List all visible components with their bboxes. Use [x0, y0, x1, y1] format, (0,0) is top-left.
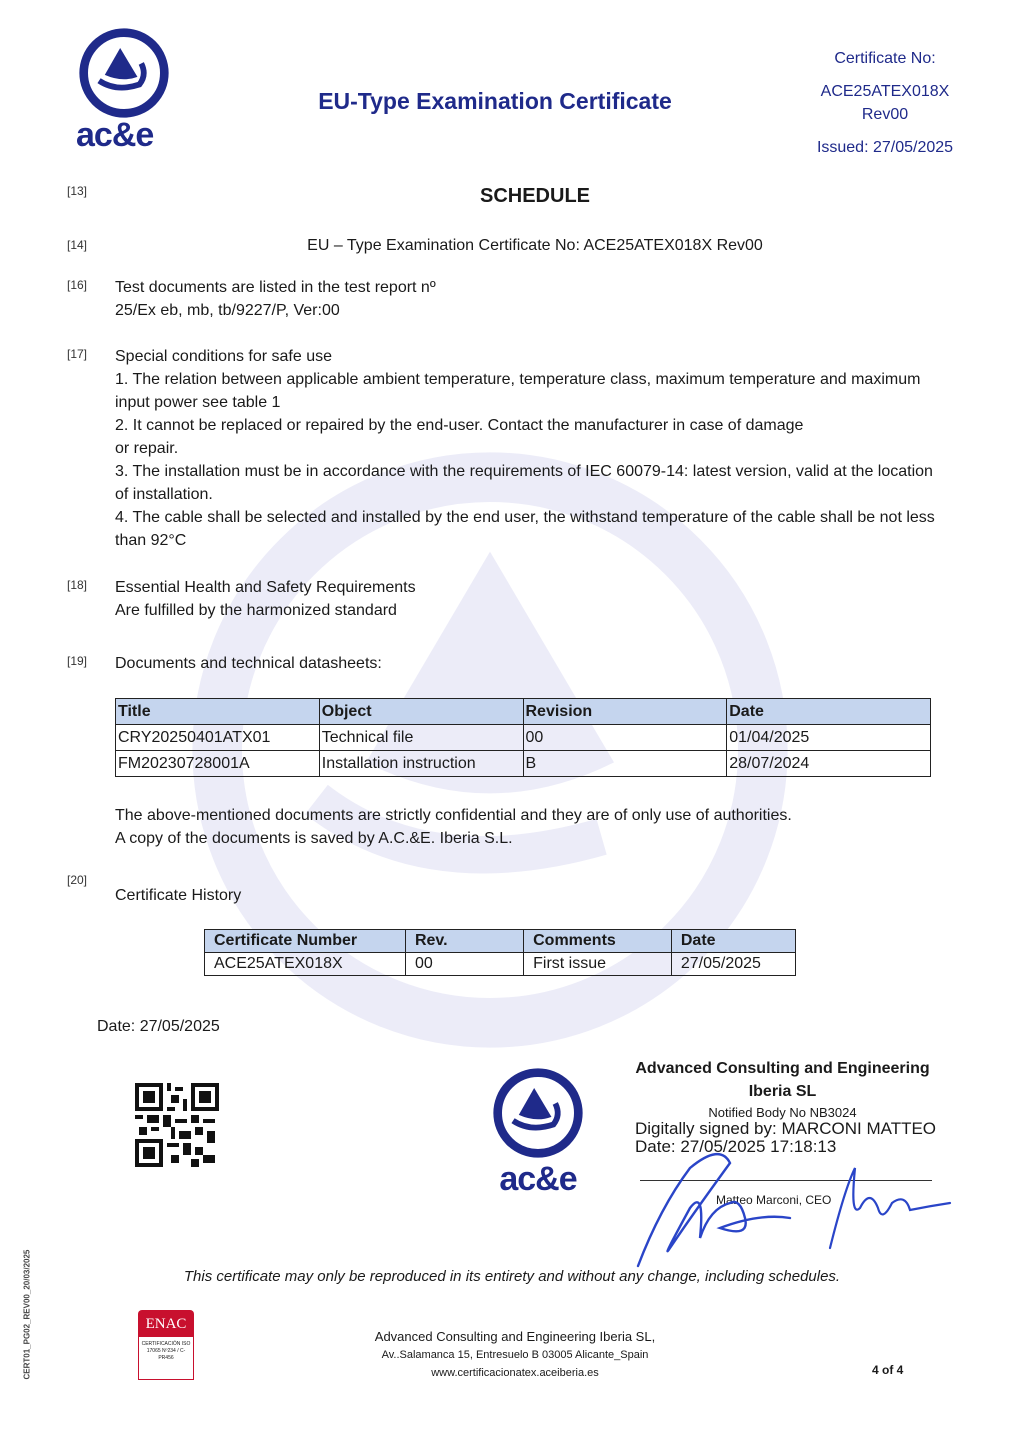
condition-2: 2. It cannot be replaced or repaired by the end-user. Contact the manufacturer in case of damage — [115, 417, 804, 434]
qr-code-icon — [135, 1083, 219, 1167]
special-conditions-title: Special conditions for safe use — [115, 348, 333, 365]
section-number-17: [17] — [67, 347, 88, 361]
table-header-cell: Comments — [524, 930, 672, 953]
confidentiality-line-2: A copy of the documents is saved by A.C.&E. Iberia S.L. — [115, 830, 513, 847]
history-table — [204, 929, 796, 976]
condition-3: 3. The installation must be in accordance with the requirements of IEC 60079-14: latest version, valid at the location of installation. — [115, 463, 933, 503]
confidentiality-line-1: The above-mentioned documents are strictly confidential and they are of only use of authorities. — [115, 807, 792, 824]
company-name-line-1: Advanced Consulting and Engineering — [635, 1060, 930, 1077]
certificate-reference: EU – Type Examination Certificate No: ACE25ATEX018X Rev00 — [307, 237, 763, 254]
company-name-line-2: Iberia SL — [748, 1083, 817, 1100]
table-header-cell: Rev. — [405, 930, 523, 953]
company-name — [620, 1057, 945, 1103]
table-cell: 28/07/2024 — [727, 751, 931, 777]
documents-table — [115, 698, 931, 777]
logo-emblem-icon — [486, 1065, 590, 1161]
table-cell: 27/05/2025 — [671, 953, 795, 976]
table-header-row — [205, 930, 796, 953]
table-header-cell: Certificate Number — [205, 930, 406, 953]
section-number-20: [20] — [67, 873, 88, 887]
table-cell: 01/04/2025 — [727, 725, 931, 751]
table-header-cell: Date — [727, 699, 931, 725]
digitally-signed-by: Digitally signed by: MARCONI MATTEO — [635, 1119, 937, 1138]
document-code: CERT01_PG02_REV00_20/03/2025 — [22, 1249, 32, 1380]
signer-title: Matteo Marconi, CEO — [716, 1193, 832, 1207]
table-row — [116, 725, 931, 751]
footer-company: Advanced Consulting and Engineering Iberia SL, — [374, 1329, 656, 1344]
condition-4: 4. The cable shall be selected and installed by the end user, the withstand temperature of the cable shall be not less than 92°C — [115, 509, 935, 549]
table-row — [116, 751, 931, 777]
section-number-14: [14] — [67, 238, 88, 252]
enac-accreditation-badge — [138, 1310, 194, 1386]
table-cell: CRY20250401ATX01 — [116, 725, 320, 751]
table-header-cell: Date — [671, 930, 795, 953]
confidentiality-note — [115, 804, 955, 850]
section-number-16: [16] — [67, 278, 88, 292]
ehsr-line-1: Essential Health and Safety Requirements — [115, 579, 416, 596]
logo-text: ac&e — [499, 1160, 577, 1198]
signature-date: Date: 27/05/2025 — [97, 1018, 220, 1035]
certificate-no: ACE25ATEX018X — [820, 83, 950, 100]
table-header-cell: Object — [319, 699, 523, 725]
special-conditions — [115, 345, 945, 552]
documents-title: Documents and technical datasheets: — [115, 655, 382, 672]
test-report-number: 25/Ex eb, mb, tb/9227/P, Ver:00 — [115, 302, 340, 319]
condition-2-cont: or repair. — [115, 440, 179, 457]
schedule-heading: SCHEDULE — [479, 185, 590, 207]
company-logo-stamp — [486, 1065, 590, 1199]
table-cell: FM20230728001A — [116, 751, 320, 777]
document-title: EU-Type Examination Certificate — [318, 88, 672, 114]
footer-address — [330, 1328, 700, 1382]
table-cell: First issue — [524, 953, 672, 976]
footer-street: Av..Salamanca 15, Entresuelo B 03005 Alicante_Spain — [381, 1349, 649, 1361]
reproduction-note: This certificate may only be reproduced in its entirety and without any change, including schedules. — [183, 1268, 841, 1285]
company-logo — [76, 25, 176, 155]
signer-block — [620, 1057, 945, 1156]
ehsr-line-2: Are fulfilled by the harmonized standard — [115, 602, 397, 619]
table-cell: ACE25ATEX018X — [205, 953, 406, 976]
ehsr-text — [115, 576, 955, 622]
table-cell: Technical file — [319, 725, 523, 751]
table-header-row — [116, 699, 931, 725]
signed-timestamp: Date: 27/05/2025 17:18:13 — [635, 1137, 837, 1156]
notified-body: Notified Body No NB3024 — [708, 1105, 857, 1120]
table-row — [205, 953, 796, 976]
table-cell: 00 — [405, 953, 523, 976]
certificate-no-label: Certificate No: — [834, 50, 936, 67]
handwritten-signature — [630, 1148, 960, 1273]
test-documents-text — [115, 276, 955, 322]
table-header-cell: Title — [116, 699, 320, 725]
section-number-13: [13] — [67, 184, 88, 198]
table-cell: Installation instruction — [319, 751, 523, 777]
section-number-19: [19] — [67, 654, 88, 668]
enac-sub: CERTIFICACIÓN ISO 17065 Nº234 / C-PR456 — [138, 1337, 194, 1380]
logo-emblem-icon — [76, 25, 172, 121]
enac-label: ENAC — [138, 1310, 194, 1337]
table-header-cell: Revision — [523, 699, 727, 725]
table-cell: B — [523, 751, 727, 777]
condition-1: 1. The relation between applicable ambient temperature, temperature class, maximum temperature and maximum input power see table 1 — [115, 371, 921, 411]
table-cell: 00 — [523, 725, 727, 751]
page-number: 4 of 4 — [872, 1363, 904, 1377]
certificate-history-title: Certificate History — [115, 887, 242, 904]
logo-text: ac&e — [76, 116, 154, 154]
footer-website: www.certificacionatex.aceiberia.es — [431, 1367, 599, 1379]
certificate-rev: Rev00 — [861, 106, 909, 123]
test-documents-line: Test documents are listed in the test report nº — [115, 279, 436, 296]
section-number-18: [18] — [67, 578, 88, 592]
issued-date: Issued: 27/05/2025 — [816, 139, 954, 156]
certificate-info — [790, 47, 980, 159]
